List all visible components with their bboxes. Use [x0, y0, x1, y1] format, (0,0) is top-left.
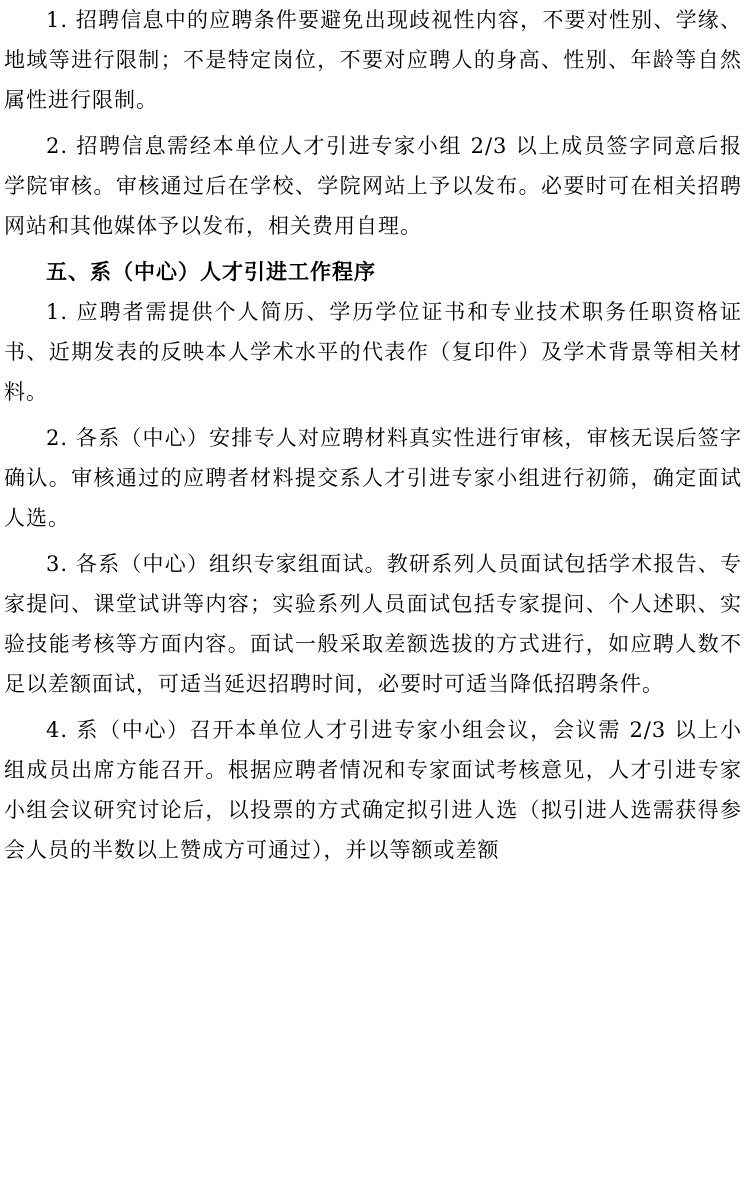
paragraph-recruitment-conditions: 1. 招聘信息中的应聘条件要避免出现歧视性内容，不要对性别、学缘、地域等进行限制；不是特定岗位，不要对应聘人的身高、性别、年龄等自然属性进行限制。 — [4, 8, 742, 112]
paragraph-step-2-review: 2. 各系（中心）安排专人对应聘材料真实性进行审核，审核无误后签字确认。审核通过的应聘者材料提交系人才引进专家小组进行初筛，确定面试人选。 — [4, 426, 742, 530]
section-heading: 五、系（中心）人才引进工作程序 — [46, 260, 376, 284]
document-page — [4, 0, 742, 870]
paragraph-step-1-materials: 1. 应聘者需提供个人简历、学历学位证书和专业技术职务任职资格证书、近期发表的反映本人学术水平的代表作（复印件）及学术背景等相关材料。 — [4, 300, 742, 404]
paragraph-step-4-meeting: 4. 系（中心）召开本单位人才引进专家小组会议，会议需 2/3 以上小组成员出席方能召开。根据应聘者情况和专家面试考核意见，人才引进专家小组会议研究讨论后，以投票的方式确定拟引进人选（拟引进人选需获得参会人员的半数以上赞成方可通过），并以等额或差额 — [4, 718, 742, 862]
paragraph-recruitment-approval: 2. 招聘信息需经本单位人才引进专家小组 2/3 以上成员签字同意后报学院审核。审核通过后在学校、学院网站上予以发布。必要时可在相关招聘网站和其他媒体予以发布，相关费用自理。 — [4, 134, 742, 238]
paragraph-step-3-interview: 3. 各系（中心）组织专家组面试。教研系列人员面试包括学术报告、专家提问、课堂试讲等内容；实验系列人员面试包括专家提问、个人述职、实验技能考核等方面内容。面试一般采取差额选拔的方式进行，如应聘人数不足以差额面试，可适当延迟招聘时间，必要时可适当降低招聘条件。 — [4, 552, 742, 696]
